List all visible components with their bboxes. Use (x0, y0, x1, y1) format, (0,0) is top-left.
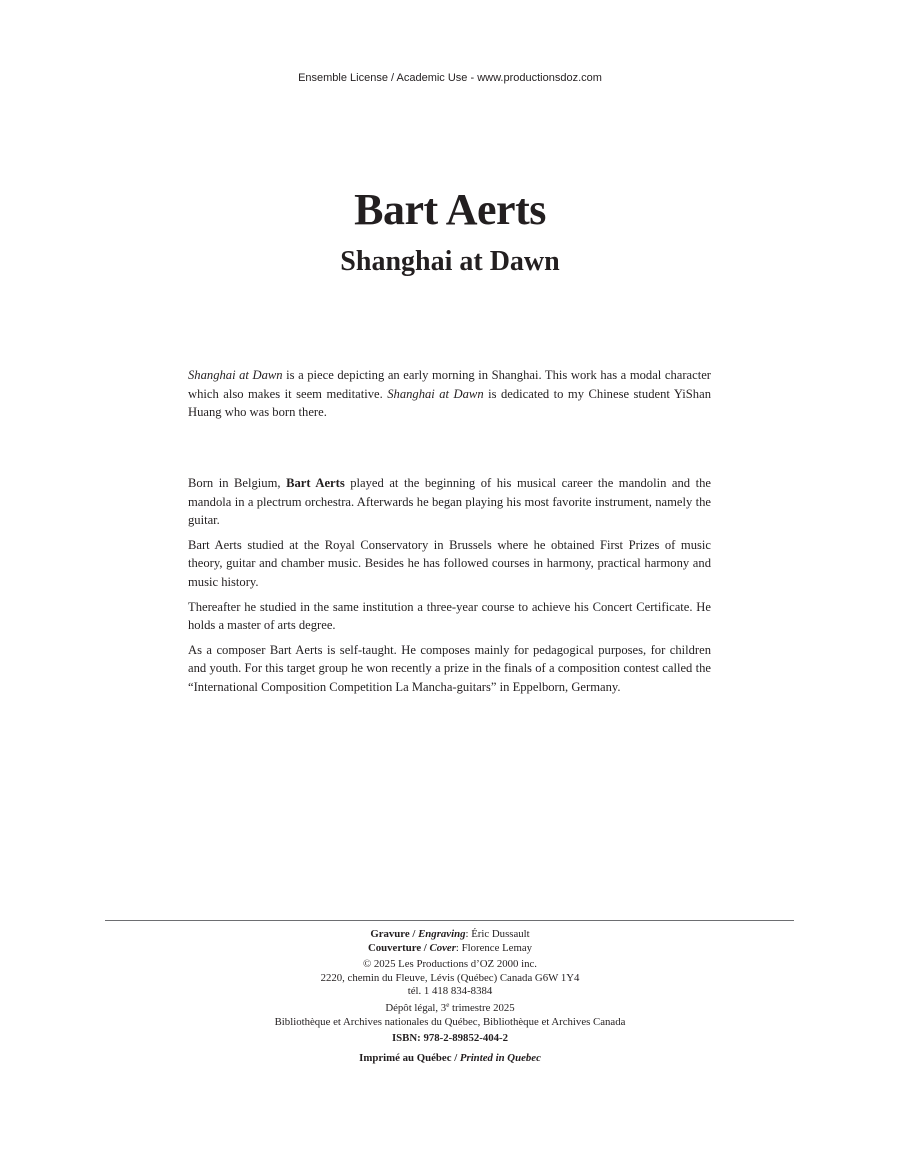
printed-line (0, 1052, 900, 1066)
legal-deposit-line (0, 1002, 900, 1016)
cover-value: : Florence Lemay (455, 941, 533, 954)
printed-label: Imprimé au Québec / (359, 1051, 460, 1064)
piece-title-italic: Shanghai at Dawn (188, 368, 283, 382)
library-line: Bibliothèque et Archives nationales du Québec, Bibliothèque et Archives Canada (274, 1015, 626, 1028)
credits-block (0, 928, 900, 955)
composer-name: Bart Aerts (354, 185, 546, 234)
bio-paragraph-3: Thereafter he studied in the same institution a three-year course to achieve his Concert Certificate. He holds a master of arts degree. (188, 599, 711, 633)
bio-text: Born in Belgium, (188, 476, 287, 490)
footer-divider (105, 920, 794, 921)
piece-title-italic: Shanghai at Dawn (387, 386, 484, 401)
publisher-block (0, 958, 900, 999)
bio-paragraph-2: Bart Aerts studied at the Royal Conservatory in Brussels where he obtained First Prizes of music theory, guitar and chamber music. Besides he has followed courses in harmony, practical harmony and music history. (188, 537, 711, 589)
cover-credit (0, 942, 900, 956)
phone-line: tél. 1 418 834-8384 (407, 985, 493, 998)
bio-text: played at the beginning of his musical career the mandolin and the mandola in a plectrum orchestra. Afterwards he began playing his most favorite instrument, namely the guitar. (188, 476, 711, 528)
description-text: is dedicated to my Chinese student YiShan Huang who was born there. (188, 386, 711, 420)
composer-name-bold: Bart Aerts (286, 476, 345, 490)
printed-block (0, 1052, 900, 1066)
publication-credits (0, 928, 900, 1068)
ordinal-suffix: e (446, 1000, 450, 1009)
bio-paragraph-1 (188, 474, 711, 530)
legal-deposit-text: Dépôt légal, 3 (385, 1001, 447, 1014)
legal-deposit-text: trimestre 2025 (449, 1001, 515, 1014)
cover-label: Couverture / (367, 941, 430, 954)
engraving-label-en: Engraving (418, 928, 466, 940)
engraving-label: Gravure / (370, 928, 419, 940)
description-paragraph (188, 366, 711, 422)
engraving-credit (0, 928, 900, 942)
isbn-block (0, 1032, 900, 1046)
engraving-value: : Éric Dussault (465, 928, 530, 940)
isbn-line: ISBN: 978-2-89852-404-2 (391, 1032, 509, 1045)
address-line: 2220, chemin du Fleuve, Lévis (Québec) Canada G6W 1Y4 (320, 971, 580, 984)
bio-paragraph-4: As a composer Bart Aerts is self-taught. He composes mainly for pedagogical purposes, for children and youth. For this target group he won recently a prize in the finals of a composition contest called the “International Composition Competition La Mancha-guitars” in Eppelborn, Germany. (188, 642, 711, 694)
cover-label-en: Cover (429, 941, 456, 954)
description-text: is a piece depicting an early morning in Shanghai. This work has a modal character which also makes it seem meditative. (188, 368, 711, 401)
piece-title: Shanghai at Dawn (340, 246, 560, 277)
legal-deposit-block (0, 1002, 900, 1029)
composer-biography (188, 474, 711, 703)
license-notice: Ensemble License / Academic Use - www.productionsdoz.com (298, 72, 602, 84)
printed-label-en: Printed in Quebec (459, 1051, 541, 1064)
piece-description (188, 366, 711, 428)
copyright-line: © 2025 Les Productions d’OZ 2000 inc. (362, 958, 538, 971)
